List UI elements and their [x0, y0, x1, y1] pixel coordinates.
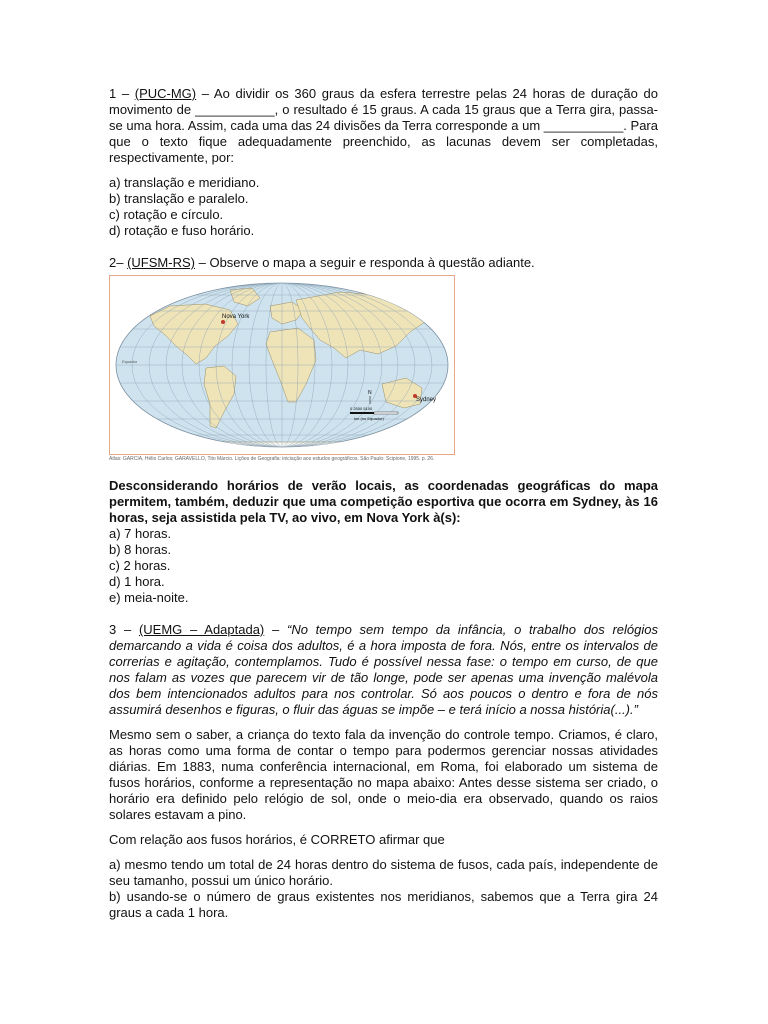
q2-option-c: c) 2 horas.: [109, 558, 171, 573]
q2-option-e: e) meia-noite.: [109, 590, 189, 605]
document-page: [109, 86, 658, 921]
sydney-label: Sydney: [416, 397, 437, 403]
world-map-graphic: [110, 276, 454, 454]
q1-option-c: c) rotação e círculo.: [109, 207, 224, 222]
scale-sub-label: km (no Equador): [354, 416, 384, 421]
question-1: [109, 86, 658, 166]
new-york-label: Nova York: [222, 314, 250, 320]
new-york-marker: [221, 320, 225, 324]
map-credit: Atlas: GARCIA, Hélio Carlos; GARAVELLO, Tito Márcio. Lições de Geografia: iniciação aos estudos geográficos. São Paulo: Scipione, 1995. p. 26.: [109, 456, 435, 462]
q1-text: – Ao dividir os 360 graus da esfera terrestre pelas 24 horas de duração do movimento de ___________, o resultado é 15 graus. A cada 15 graus que a Terra gira, passa-se uma hora. Assim, cada uma das 24 divisões da Terra corresponde a um ___________. Para que o texto fique adequadamente preenchido, as lacunas devem ser completadas, respectivamente, por:: [109, 86, 658, 165]
question-3: [109, 622, 658, 718]
q2-number: 2–: [109, 255, 124, 270]
q1-source: (PUC-MG): [134, 86, 197, 101]
q3-source: (UEMG – Adaptada): [138, 622, 265, 637]
q3-quote: “No tempo sem tempo da infância, o trabalho dos relógios demarcando a vida é coisa dos adultos, é a hora imposta de fora. Nós, entre os intervalos de correrias e agitação, contemplamos. Tudo é possível nessa fase: o tempo em curso, de que nos falam as vozes que parecem vir de tão longe, pode ser apenas uma invenção malévola dos bem intencionados adultos para nos controlar. Só aos poucos o dentro e fora de nós assumirá desenhos e figuras, o fluir das águas se impõe – e terá início a nossa história(...).”: [109, 622, 658, 717]
q3-option-b: b) usando-se o número de graus existentes nos meridianos, sabemos que a Terra gira 24 graus a cada 1 hora.: [109, 889, 658, 920]
q3-question: Com relação aos fusos horários, é CORRETO afirmar que: [109, 832, 445, 847]
q1-option-b: b) translação e paralelo.: [109, 191, 249, 206]
scale-label: 0 2550 5100: [350, 406, 373, 411]
q1-number: 1 –: [109, 86, 130, 101]
q3-dash: –: [264, 622, 287, 637]
q2-option-a: a) 7 horas.: [109, 526, 172, 541]
q3-number: 3 –: [109, 622, 132, 637]
antarctica-shape: [130, 442, 440, 454]
world-map: [109, 275, 455, 455]
north-arrow-label: N: [368, 390, 372, 396]
q2-option-b: b) 8 horas.: [109, 542, 172, 557]
q1-option-d: d) rotação e fuso horário.: [109, 223, 255, 238]
q2-stem: Desconsiderando horários de verão locais, as coordenadas geográficas do mapa permitem, também, deduzir que uma competição esportiva que ocorra em Sydney, às 16 horas, seja assistida pela TV, ao vivo, em Nova York à(s):: [109, 478, 658, 525]
q2-option-d: d) 1 hora.: [109, 574, 165, 589]
q3-paragraph: Mesmo sem o saber, a criança do texto fala da invenção do controle tempo. Criamos, é claro, as horas como uma forma de contar o tempo para podermos gerenciar nossas atividades diárias. Em 1883, numa conferência internacional, em Roma, foi elaborado um sistema de fusos horários, conforme a representação no mapa abaixo: Antes desse sistema ser criado, o horário era definido pelo relógio de sol, onde o meio-dia era observado, quando os raios solares estavam a pino.: [109, 727, 658, 822]
question-2: [109, 255, 658, 271]
q1-option-a: a) translação e meridiano.: [109, 175, 260, 190]
q2-source: (UFSM-RS): [127, 255, 195, 270]
q3-option-a: a) mesmo tendo um total de 24 horas dentro do sistema de fusos, cada país, independente de seu tamanho, possui um único horário.: [109, 857, 658, 888]
q2-text: – Observe o mapa a seguir e responda à questão adiante.: [198, 255, 535, 270]
equator-label: Equador: [122, 359, 138, 364]
